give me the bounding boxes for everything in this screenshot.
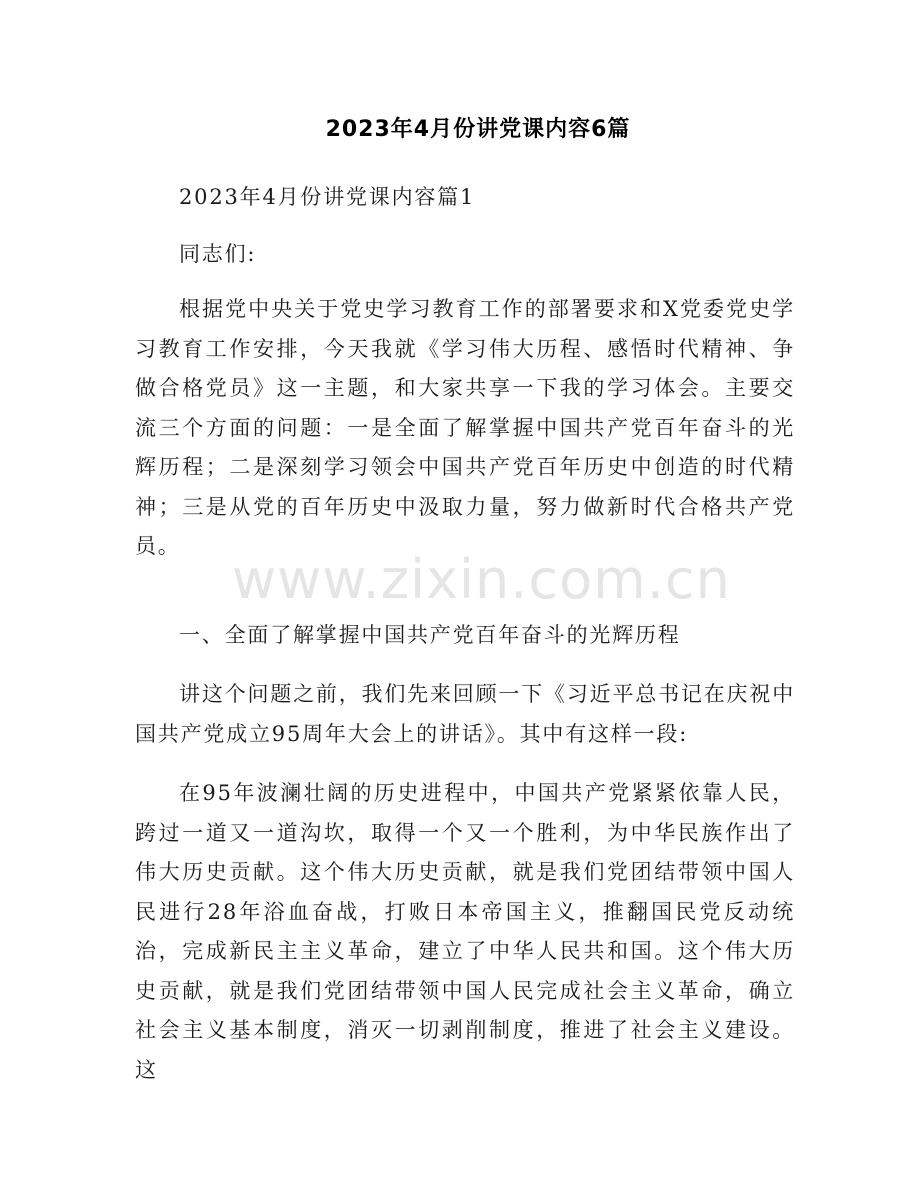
section-heading: 一、全面了解掌握中国共产党百年奋斗的光辉历程 bbox=[179, 623, 681, 647]
paragraph-text: 讲这个问题之前，我们先来回顾一下《习近平总书记在庆祝中国共产党成立95周年大会上的讲话》。其中有这样一段: bbox=[135, 682, 795, 746]
watermark: www.zixin.com.cn bbox=[232, 548, 731, 611]
document-title: 2023年4月份讲党课内容6篇 bbox=[325, 117, 631, 142]
paragraph-text: 根据党中央关于党史学习教育工作的部署要求和X党委党史学习教育工作安排，今天我就《学习伟大历程、感悟时代精神、争做合格党员》这一主题，和大家共享一下我的学习体会。主要交流三个方面的问题：一是全面了解掌握中国共产党百年奋斗的光辉历程；二是深刻学习领会中国共产党百年历史中创造的时代精神；三是从党的百年历史中汲取力量，努力做新时代合格共产党员。 bbox=[135, 297, 795, 558]
paragraph-speech-reference bbox=[135, 675, 795, 754]
paragraph-quote bbox=[135, 774, 795, 1090]
salutation: 同志们: bbox=[179, 242, 257, 266]
paragraph-intro bbox=[135, 290, 795, 567]
chapter-heading: 2023年4月份讲党课内容篇1 bbox=[179, 185, 476, 209]
paragraph-text: 在95年波澜壮阔的历史进程中，中国共产党紧紧依靠人民，跨过一道又一道沟坎，取得一个又一个胜利，为中华民族作出了伟大历史贡献。这个伟大历史贡献，就是我们党团结带领中国人民进行28年浴血奋战，打败日本帝国主义，推翻国民党反动统治，完成新民主主义革命，建立了中华人民共和国。这个伟大历史贡献，就是我们党团结带领中国人民完成社会主义革命，确立社会主义基本制度，消灭一切剥削制度，推进了社会主义建设。这 bbox=[135, 781, 795, 1082]
